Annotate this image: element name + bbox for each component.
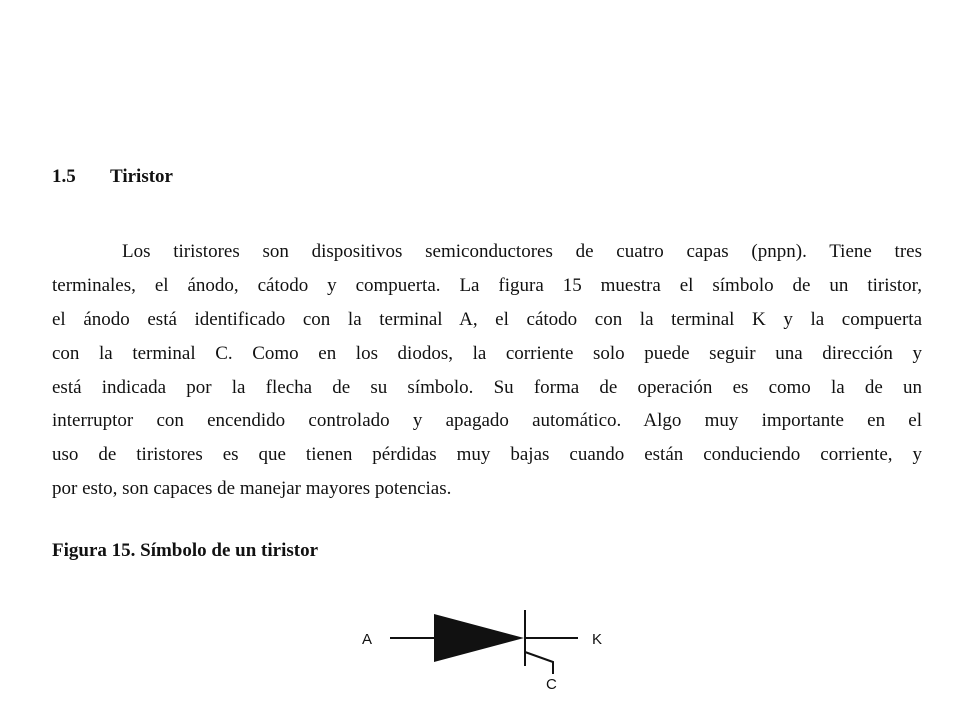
paragraph-line: está indicada por la flecha de su símbolo. Su forma de operación es como la de un xyxy=(52,376,922,398)
gate-label: C xyxy=(546,676,557,693)
paragraph-line: con la terminal C. Como en los diodos, la corriente solo puede seguir una dirección y xyxy=(52,342,922,364)
diode-triangle xyxy=(434,614,524,662)
body-paragraph xyxy=(52,235,922,506)
section-heading xyxy=(52,166,173,188)
section-number: 1.5 xyxy=(52,166,76,187)
paragraph-line: Los tiristores son dispositivos semiconductores de cuatro capas (pnpn). Tiene tres xyxy=(122,241,922,262)
paragraph-line: el ánodo está identificado con la terminal A, el cátodo con la terminal K y la compuerta xyxy=(52,308,922,330)
anode-label: A xyxy=(362,631,373,648)
figure-caption: Figura 15. Símbolo de un tiristor xyxy=(52,540,319,561)
paragraph-line: interruptor con encendido controlado y apagado automático. Algo muy importante en el xyxy=(52,410,922,432)
thyristor-symbol xyxy=(350,596,620,696)
paragraph-line: terminales, el ánodo, cátodo y compuerta. La figura 15 muestra el símbolo de un tiristor, xyxy=(52,274,922,296)
section-title: Tiristor xyxy=(110,166,173,187)
paragraph-line: por esto, son capaces de manejar mayores potencias. xyxy=(52,478,452,500)
cathode-label: K xyxy=(592,631,603,648)
paragraph-line: uso de tiristores es que tienen pérdidas muy bajas cuando están conduciendo corriente, y xyxy=(52,444,922,466)
gate-lead xyxy=(525,652,553,674)
thyristor-symbol-figure xyxy=(350,596,620,696)
